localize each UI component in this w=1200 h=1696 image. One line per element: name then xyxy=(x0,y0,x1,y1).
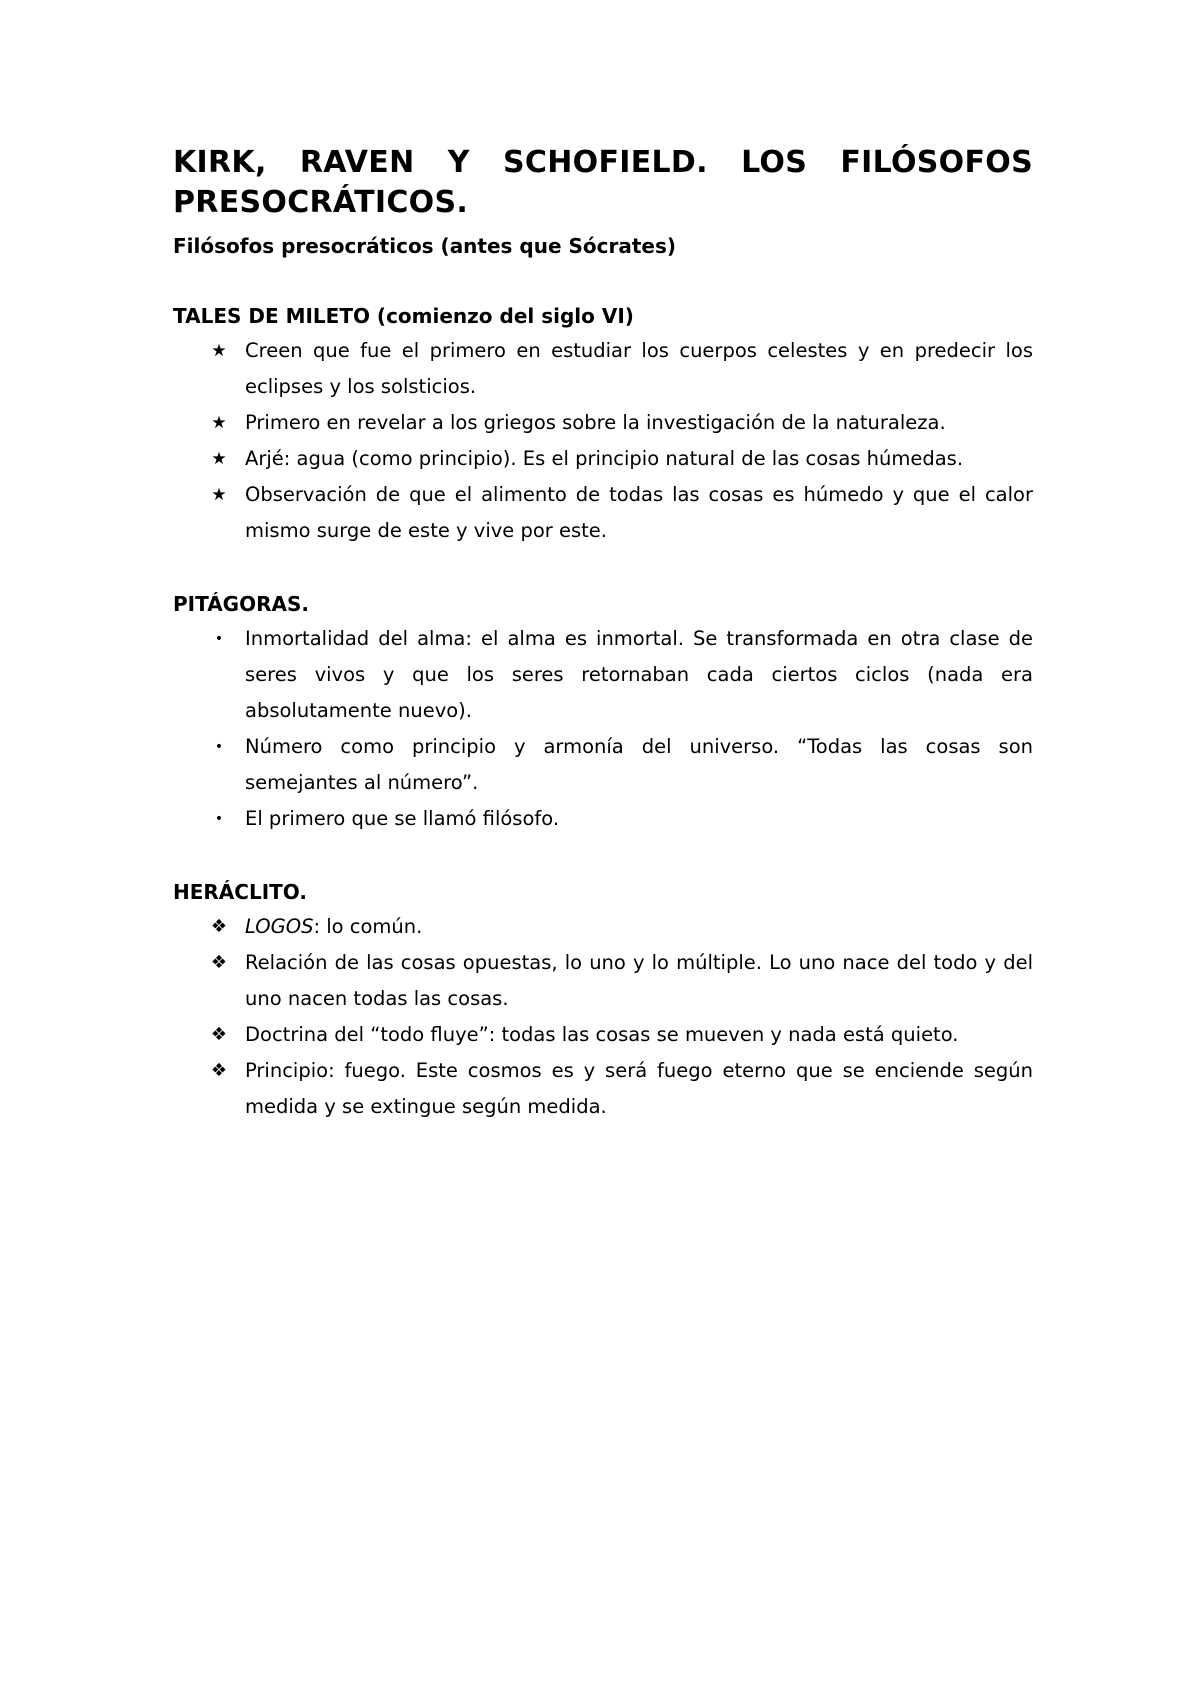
document-title: KIRK, RAVEN Y SCHOFIELD. LOS FILÓSOFOS PRESOCRÁTICOS. xyxy=(173,145,1033,220)
list-item-text: Primero en revelar a los griegos sobre la investigación de la naturaleza. xyxy=(245,411,946,434)
list-item xyxy=(173,441,1033,477)
bullet-dot-icon: • xyxy=(214,739,224,755)
diamond-bullet-icon: ❖ xyxy=(210,952,228,973)
logos-term: LOGOS xyxy=(245,915,314,938)
diamond-bullet-icon: ❖ xyxy=(210,1024,228,1045)
list-item xyxy=(173,477,1033,549)
section-pitagoras xyxy=(173,589,1033,837)
list-item xyxy=(173,333,1033,405)
list-item xyxy=(173,621,1033,729)
list-item-text: El primero que se llamó filósofo. xyxy=(245,807,560,830)
list-item-text: Creen que fue el primero en estudiar los cuerpos celestes y en predecir los eclipses y los solsticios. xyxy=(245,339,1033,398)
list-item-text: Doctrina del “todo fluye”: todas las cosas se mueven y nada está quieto. xyxy=(245,1023,959,1046)
list-item-text: Arjé: agua (como principio). Es el principio natural de las cosas húmedas. xyxy=(245,447,964,470)
section-heading-heraclito: HERÁCLITO. xyxy=(173,880,307,904)
list-item xyxy=(173,1053,1033,1125)
section-heraclito xyxy=(173,877,1033,1125)
list-item-text: Relación de las cosas opuestas, lo uno y lo múltiple. Lo uno nace del todo y del uno nacen todas las cosas. xyxy=(245,951,1033,1010)
list-item xyxy=(173,801,1033,837)
list-item-text: : lo común. xyxy=(313,915,423,938)
list-item-text: Principio: fuego. Este cosmos es y será fuego eterno que se enciende según medida y se extingue según medida. xyxy=(245,1059,1033,1118)
document-subtitle: Filósofos presocráticos (antes que Sócrates) xyxy=(173,234,677,258)
bullet-dot-icon: • xyxy=(214,631,224,647)
star-icon: ★ xyxy=(211,341,227,361)
list-item xyxy=(173,405,1033,441)
diamond-bullet-icon: ❖ xyxy=(210,916,228,937)
star-icon: ★ xyxy=(211,485,227,505)
pitagoras-list xyxy=(173,621,1033,837)
document-page xyxy=(173,130,1033,1125)
tales-list xyxy=(173,333,1033,549)
heraclito-list xyxy=(173,909,1033,1125)
list-item xyxy=(173,1017,1033,1053)
list-item-text: Observación de que el alimento de todas las cosas es húmedo y que el calor mismo surge de este y vive por este. xyxy=(245,483,1033,542)
bullet-dot-icon: • xyxy=(214,811,224,827)
list-item-text: Inmortalidad del alma: el alma es inmortal. Se transformada en otra clase de seres vivos y que los seres retornaban cada ciertos ciclos (nada era absolutamente nuevo). xyxy=(245,627,1033,722)
star-icon: ★ xyxy=(211,413,227,433)
diamond-bullet-icon: ❖ xyxy=(210,1060,228,1081)
list-item xyxy=(173,909,1033,945)
section-heading-tales: TALES DE MILETO (comienzo del siglo VI) xyxy=(173,304,634,328)
list-item-text: Número como principio y armonía del universo. “Todas las cosas son semejantes al número”. xyxy=(245,735,1033,794)
section-heading-pitagoras: PITÁGORAS. xyxy=(173,592,309,616)
list-item xyxy=(173,729,1033,801)
star-icon: ★ xyxy=(211,449,227,469)
section-tales xyxy=(173,301,1033,549)
list-item xyxy=(173,945,1033,1017)
